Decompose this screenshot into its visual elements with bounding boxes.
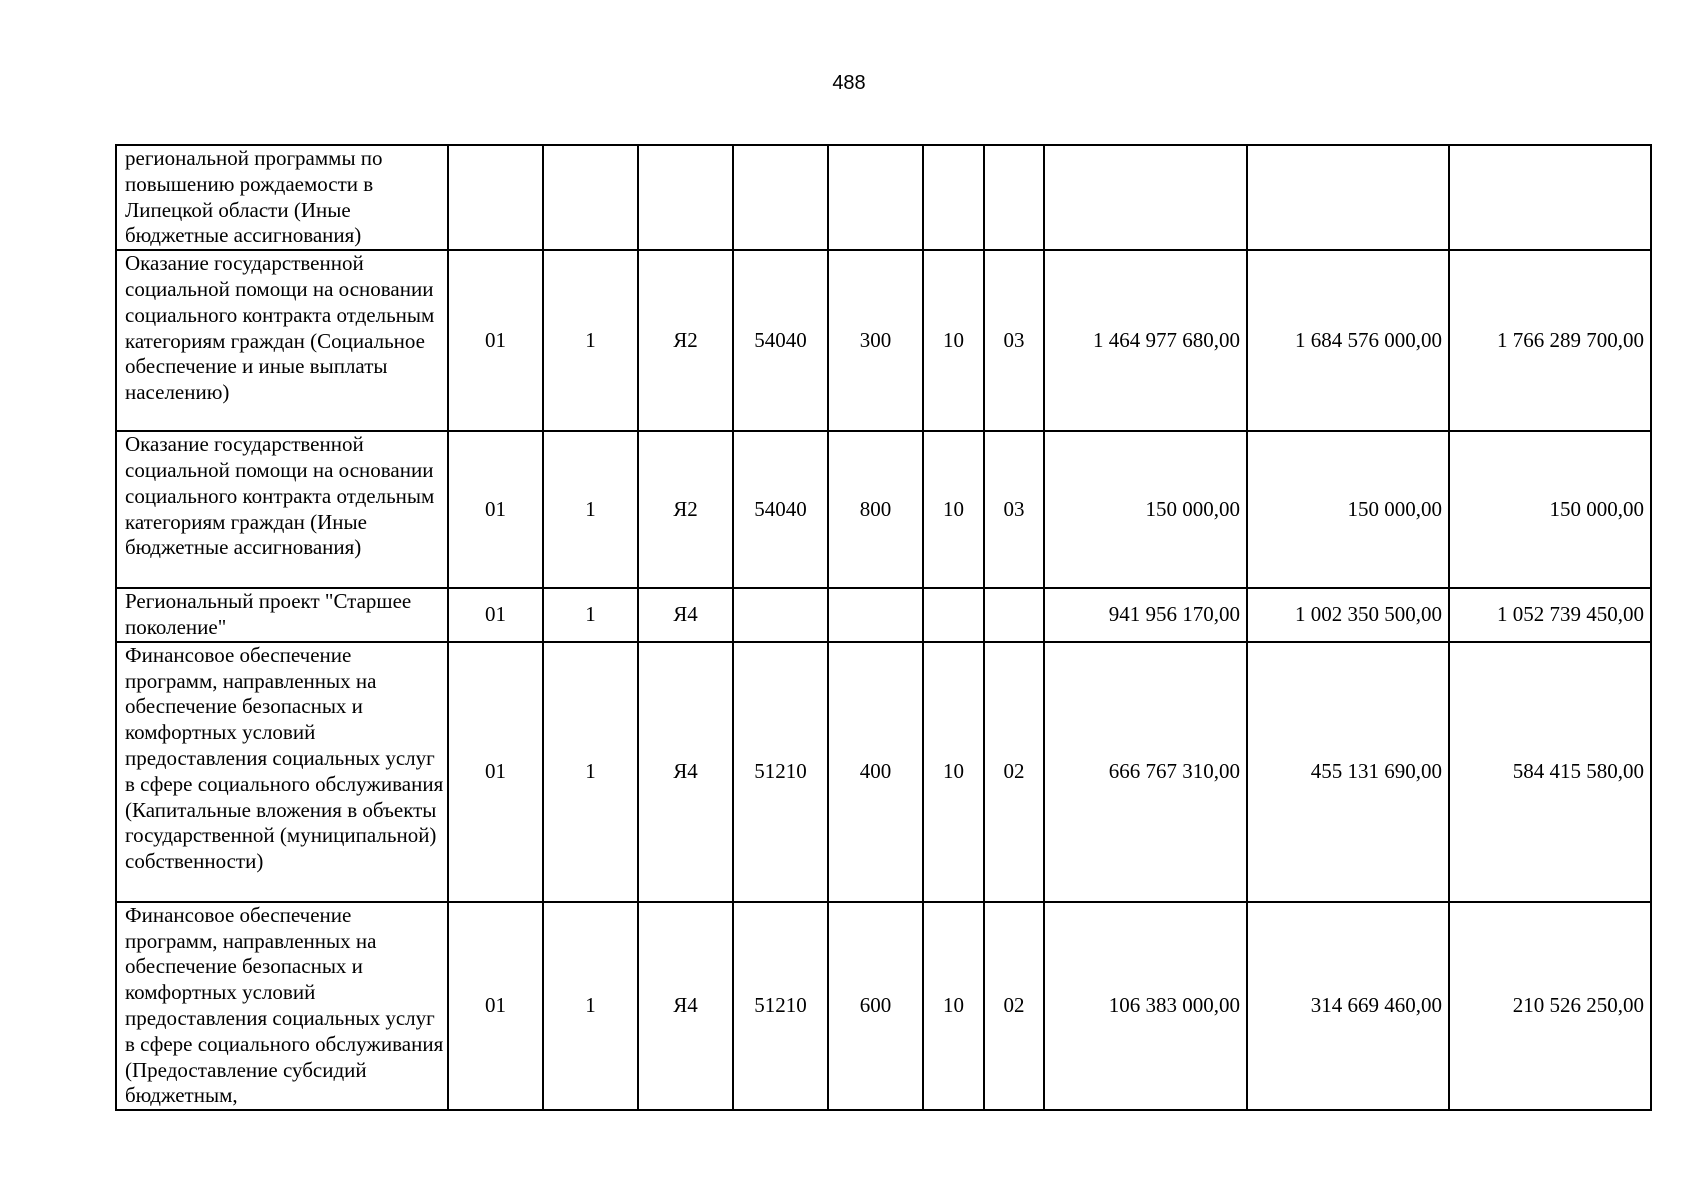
- amount-year-2: 1 002 350 500,00: [1247, 588, 1449, 642]
- table-row: [116, 431, 1651, 588]
- program-code: 01: [448, 588, 543, 642]
- expense-type-code: [828, 588, 923, 642]
- program-code: 01: [448, 431, 543, 588]
- subprogram-code: [543, 145, 638, 250]
- table-row: [116, 250, 1651, 431]
- table-row: [116, 588, 1651, 642]
- program-code: 01: [448, 902, 543, 1110]
- page-number: 488: [832, 72, 866, 94]
- row-name: Оказание государственной социальной помощи на основании социального контракта отдельным категориям граждан (Социальное обеспечение и иные выплаты населению): [116, 250, 448, 431]
- section-code: [923, 145, 984, 250]
- amount-year-3: [1449, 145, 1651, 250]
- subprogram-code: 1: [543, 431, 638, 588]
- direction-code: 54040: [733, 250, 828, 431]
- project-code: Я2: [638, 431, 733, 588]
- table-row: [116, 145, 1651, 250]
- subsection-code: 02: [984, 642, 1044, 902]
- direction-code: 51210: [733, 902, 828, 1110]
- section-code: 10: [923, 642, 984, 902]
- subsection-code: 03: [984, 431, 1044, 588]
- project-code: Я4: [638, 902, 733, 1110]
- row-name: Региональный проект "Старшее поколение": [116, 588, 448, 642]
- expense-type-code: 800: [828, 431, 923, 588]
- row-name: Финансовое обеспечение программ, направленных на обеспечение безопасных и комфортных условий предоставления социальных услуг в сфере социального обслуживания (Предоставление субсидий бюджетным,: [116, 902, 448, 1110]
- program-code: [448, 145, 543, 250]
- program-code: 01: [448, 642, 543, 902]
- amount-year-2: [1247, 145, 1449, 250]
- amount-year-3: 1 766 289 700,00: [1449, 250, 1651, 431]
- project-code: [638, 145, 733, 250]
- amount-year-1: [1044, 145, 1247, 250]
- direction-code: [733, 145, 828, 250]
- amount-year-2: 1 684 576 000,00: [1247, 250, 1449, 431]
- expense-type-code: 300: [828, 250, 923, 431]
- expense-type-code: [828, 145, 923, 250]
- row-name: Оказание государственной социальной помощи на основании социального контракта отдельным категориям граждан (Иные бюджетные ассигнования): [116, 431, 448, 588]
- subprogram-code: 1: [543, 250, 638, 431]
- amount-year-3: 150 000,00: [1449, 431, 1651, 588]
- expense-type-code: 600: [828, 902, 923, 1110]
- expense-type-code: 400: [828, 642, 923, 902]
- amount-year-1: 150 000,00: [1044, 431, 1247, 588]
- amount-year-2: 314 669 460,00: [1247, 902, 1449, 1110]
- amount-year-3: 584 415 580,00: [1449, 642, 1651, 902]
- subprogram-code: 1: [543, 588, 638, 642]
- amount-year-3: 210 526 250,00: [1449, 902, 1651, 1110]
- amount-year-1: 941 956 170,00: [1044, 588, 1247, 642]
- amount-year-2: 455 131 690,00: [1247, 642, 1449, 902]
- subsection-code: 03: [984, 250, 1044, 431]
- amount-year-1: 1 464 977 680,00: [1044, 250, 1247, 431]
- project-code: Я4: [638, 642, 733, 902]
- section-code: 10: [923, 902, 984, 1110]
- section-code: [923, 588, 984, 642]
- amount-year-1: 106 383 000,00: [1044, 902, 1247, 1110]
- amount-year-3: 1 052 739 450,00: [1449, 588, 1651, 642]
- row-name: региональной программы по повышению рождаемости в Липецкой области (Иные бюджетные ассигнования): [116, 145, 448, 250]
- subprogram-code: 1: [543, 902, 638, 1110]
- subsection-code: [984, 145, 1044, 250]
- table-row: [116, 642, 1651, 902]
- section-code: 10: [923, 431, 984, 588]
- direction-code: [733, 588, 828, 642]
- row-name: Финансовое обеспечение программ, направленных на обеспечение безопасных и комфортных условий предоставления социальных услуг в сфере социального обслуживания (Капитальные вложения в объекты государственной (муниципальной) собственности): [116, 642, 448, 902]
- section-code: 10: [923, 250, 984, 431]
- budget-table: [115, 144, 1652, 1111]
- amount-year-2: 150 000,00: [1247, 431, 1449, 588]
- project-code: Я4: [638, 588, 733, 642]
- program-code: 01: [448, 250, 543, 431]
- subsection-code: [984, 588, 1044, 642]
- amount-year-1: 666 767 310,00: [1044, 642, 1247, 902]
- project-code: Я2: [638, 250, 733, 431]
- subprogram-code: 1: [543, 642, 638, 902]
- subsection-code: 02: [984, 902, 1044, 1110]
- direction-code: 51210: [733, 642, 828, 902]
- table-row: [116, 902, 1651, 1110]
- direction-code: 54040: [733, 431, 828, 588]
